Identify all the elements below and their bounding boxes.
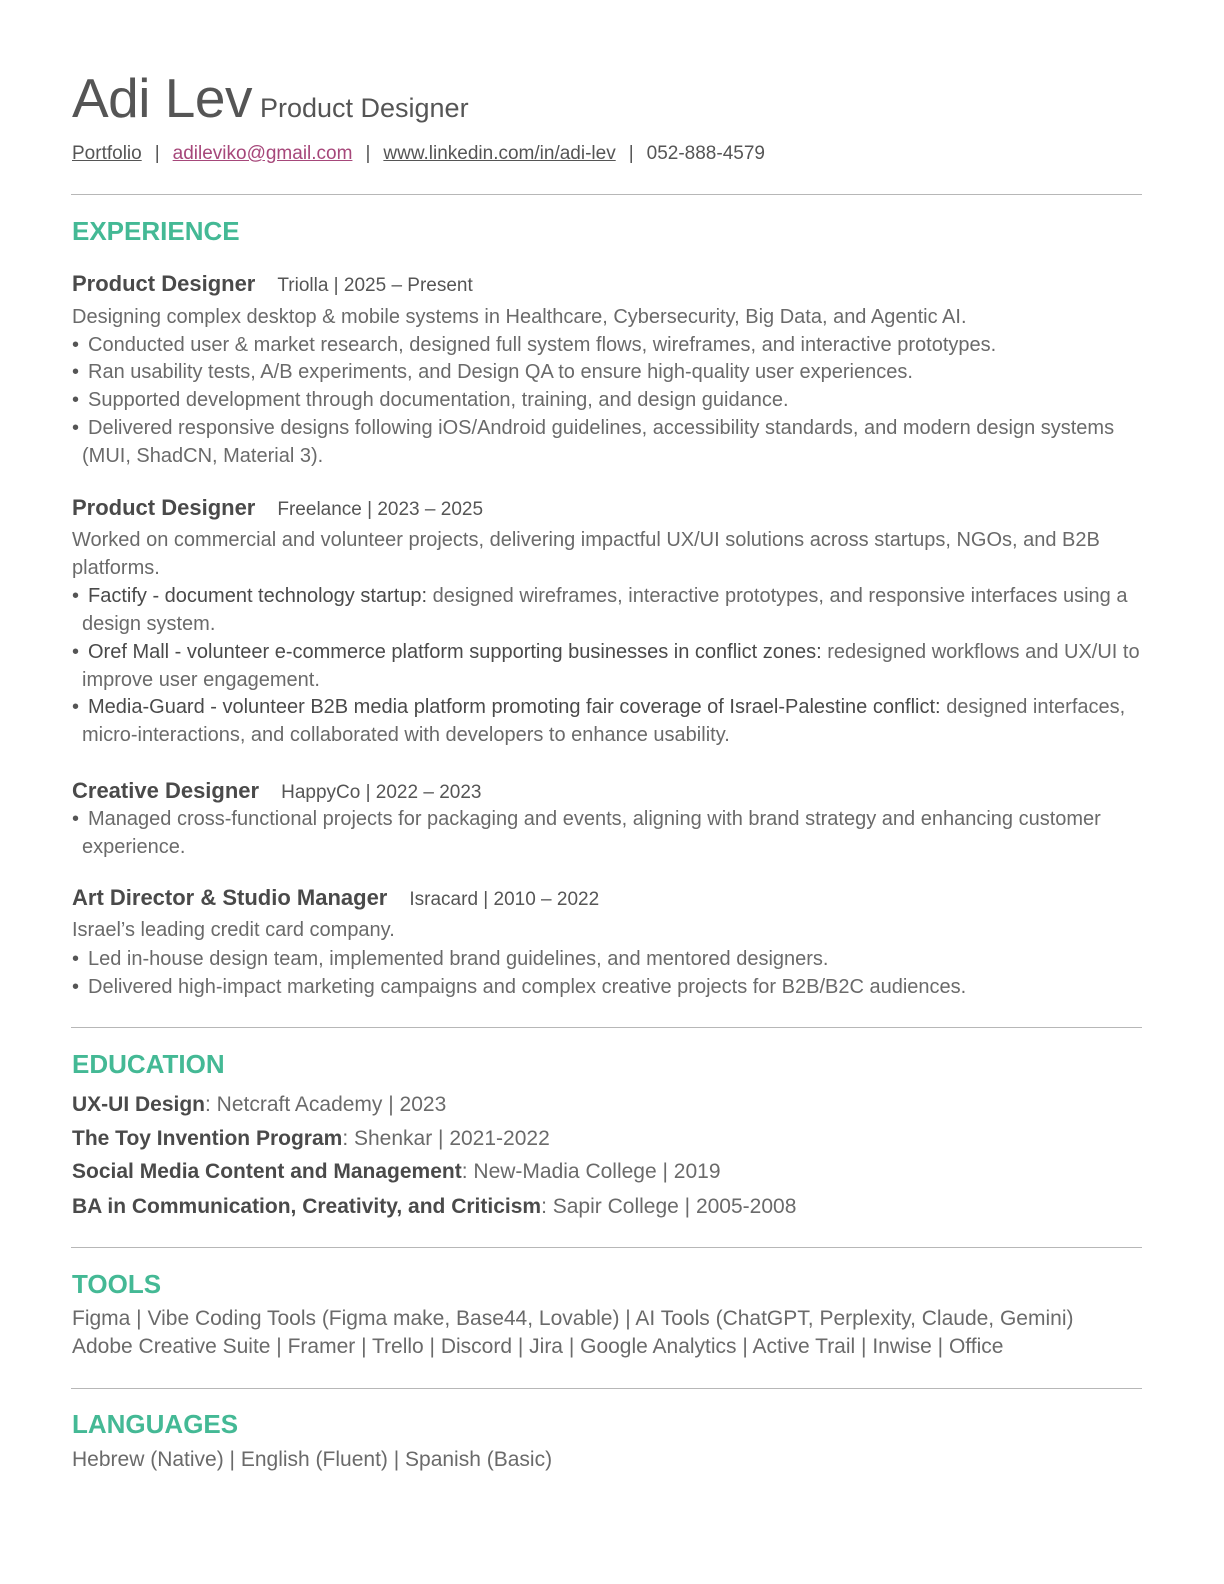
education-item: The Toy Invention Program: Shenkar | 2021-2022 — [72, 1127, 550, 1150]
job-title — [72, 495, 483, 521]
portfolio-link[interactable]: Portfolio — [72, 143, 142, 164]
contact-separator: | — [628, 143, 634, 164]
job-role: Product Designer — [72, 495, 256, 520]
job-summary: Israel’s leading credit card company. — [72, 919, 395, 941]
phone-number: 052-888-4579 — [646, 143, 765, 164]
languages-line: Hebrew (Native) | English (Fluent) | Spanish (Basic) — [72, 1448, 553, 1471]
linkedin-link[interactable]: www.linkedin.com/in/adi-lev — [383, 143, 616, 164]
education-item: Social Media Content and Management: New-Madia College | 2019 — [72, 1160, 721, 1183]
job-title — [72, 778, 481, 804]
tools-heading: TOOLS — [72, 1269, 162, 1299]
divider — [71, 1247, 1142, 1248]
education-item: UX-UI Design: Netcraft Academy | 2023 — [72, 1093, 447, 1116]
job-title — [72, 271, 473, 297]
job-summary: Worked on commercial and volunteer projects, delivering impactful UX/UI solutions across startups, NGOs, and B2B platforms. — [72, 529, 1100, 579]
job-meta: Freelance | 2023 – 2025 — [277, 499, 484, 520]
email-link[interactable]: adileviko@gmail.com — [172, 143, 353, 164]
job-bullet: • Conducted user & market research, designed full system flows, wireframes, and interactive prototypes. — [72, 334, 997, 356]
job-bullet: • Ran usability tests, A/B experiments, and Design QA to ensure high-quality user experiences. — [72, 361, 913, 383]
education-item: BA in Communication, Creativity, and Criticism: Sapir College | 2005-2008 — [72, 1195, 797, 1218]
job-bullet: • Oref Mall - volunteer e-commerce platform supporting businesses in conflict zones: redesigned workflows and UX/UI to improve user engagement. — [72, 641, 1140, 691]
job-bullet: • Managed cross-functional projects for packaging and events, aligning with brand strategy and enhancing customer experience. — [72, 808, 1101, 858]
job-role: Product Designer — [72, 271, 256, 296]
candidate-name: Adi Lev — [72, 67, 252, 129]
job-bullet: • Media-Guard - volunteer B2B media platform promoting fair coverage of Israel-Palestine conflict: designed interfaces, micro-interactions, and collaborated with developers to enhance usability. — [72, 696, 1126, 746]
job-meta: Isracard | 2010 – 2022 — [409, 889, 600, 910]
job-role: Art Director & Studio Manager — [72, 885, 388, 910]
job-summary: Designing complex desktop & mobile systems in Healthcare, Cybersecurity, Big Data, and Agentic AI. — [72, 306, 967, 328]
divider — [71, 194, 1142, 195]
job-meta: Triolla | 2025 – Present — [277, 275, 473, 296]
experience-heading: EXPERIENCE — [72, 216, 240, 246]
job-role: Creative Designer — [72, 778, 260, 803]
contact-separator: | — [365, 143, 371, 164]
contact-separator: | — [154, 143, 160, 164]
job-title — [72, 885, 599, 911]
candidate-title: Product Designer — [259, 93, 469, 123]
divider — [71, 1027, 1142, 1028]
job-bullet: • Delivered high-impact marketing campaigns and complex creative projects for B2B/B2C audiences. — [72, 976, 967, 998]
languages-heading: LANGUAGES — [72, 1409, 239, 1439]
contact-line — [72, 143, 765, 165]
job-bullet: • Factify - document technology startup: designed wireframes, interactive prototypes, and responsive interfaces using a design system. — [72, 585, 1128, 635]
education-heading: EDUCATION — [72, 1049, 225, 1079]
resume-header — [72, 66, 469, 130]
job-bullet: • Delivered responsive designs following iOS/Android guidelines, accessibility standards, and modern design systems (MUI, ShadCN, Material 3). — [72, 417, 1115, 467]
tools-line: Figma | Vibe Coding Tools (Figma make, Base44, Lovable) | AI Tools (ChatGPT, Perplexity, Claude, Gemini) — [72, 1307, 1074, 1330]
job-bullet: • Supported development through documentation, training, and design guidance. — [72, 389, 789, 411]
job-meta: HappyCo | 2022 – 2023 — [281, 782, 482, 803]
divider — [71, 1388, 1142, 1389]
tools-line: Adobe Creative Suite | Framer | Trello | Discord | Jira | Google Analytics | Active Trail | Inwise | Office — [72, 1335, 1004, 1358]
job-bullet: • Led in-house design team, implemented brand guidelines, and mentored designers. — [72, 948, 829, 970]
